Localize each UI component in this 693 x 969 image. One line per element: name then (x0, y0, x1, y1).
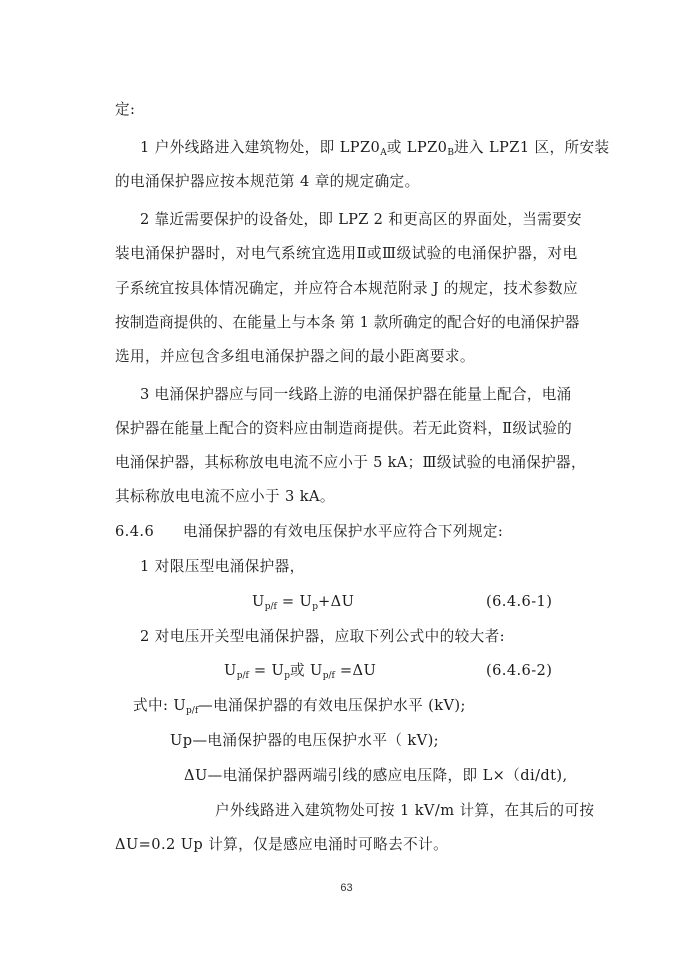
text-line: 选用，并应包含多组电涌保护器之间的最小距离要求。 (115, 348, 475, 365)
equation-2-number: (6.4.6-2) (486, 662, 553, 679)
equation-2: $U_{p/f} = U_p$或 $U_{p/f} =\Delta U$ (224, 662, 377, 681)
text-line: 子系统宜按具体情况确定，并应符合本规范附录 J 的规定，技术参数应 (115, 280, 578, 297)
section-heading: 电涌保护器的有效电压保护水平应符合下列规定: (183, 523, 504, 540)
text-line: 2 对电压开关型电涌保护器，应取下列公式中的较大者: (140, 628, 505, 645)
equation-1-number: (6.4.6-1) (486, 593, 553, 610)
text-line: ΔU—电涌保护器两端引线的感应电压降，即 L×（di/dt), (184, 767, 568, 784)
equation-1: $U_{p/f} = U_p+\Delta U$ (252, 593, 355, 612)
text-line: 电涌保护器，其标称放电电流不应小于 5 kA；Ⅲ级试验的电涌保护器， (115, 454, 586, 471)
text-line: 2 靠近需要保护的设备处，即 LPZ 2 和更高区的界面处，当需要安 (140, 211, 582, 228)
text-line: 3 电涌保护器应与同一线路上游的电涌保护器在能量上配合，电涌 (140, 386, 572, 403)
text-line: 其标称放电电流不应小于 3 kA。 (115, 488, 335, 505)
text-line: Up—电涌保护器的电压保护水平（ kV); (170, 732, 439, 749)
text-line: 保护器在能量上配合的资料应由制造商提供。若无此资料，Ⅱ级试验的 (115, 420, 573, 437)
text-line: 定: (115, 101, 136, 118)
text-line: ΔU=0.2 Up 计算，仅是感应电涌时可略去不计。 (115, 836, 449, 853)
section-number: 6.4.6 (115, 523, 155, 540)
text-line: 按制造商提供的、在能量上与本条 第 1 款所确定的配合好的电涌保护器 (115, 314, 580, 331)
text-line: 装电涌保护器时，对电气系统宜选用Ⅱ或Ⅲ级试验的电涌保护器，对电 (115, 245, 578, 262)
text-line: 户外线路进入建筑物处可按 1 kV/m 计算，在其后的可按 (215, 802, 595, 819)
text-line: 的电涌保护器应按本规范第 4 章的规定确定。 (115, 173, 420, 190)
text-line: 式中: $U_{p/f}—$电涌保护器的有效电压保护水平 (kV); (133, 697, 466, 716)
page-number: 63 (340, 882, 353, 894)
text-line: 1 对限压型电涌保护器， (140, 558, 305, 575)
text-line: 1 户外线路进入建筑物处，即 $LPZ0_A$或 $LPZ0_B$进入 LPZ1 区，所安装 (140, 139, 610, 158)
